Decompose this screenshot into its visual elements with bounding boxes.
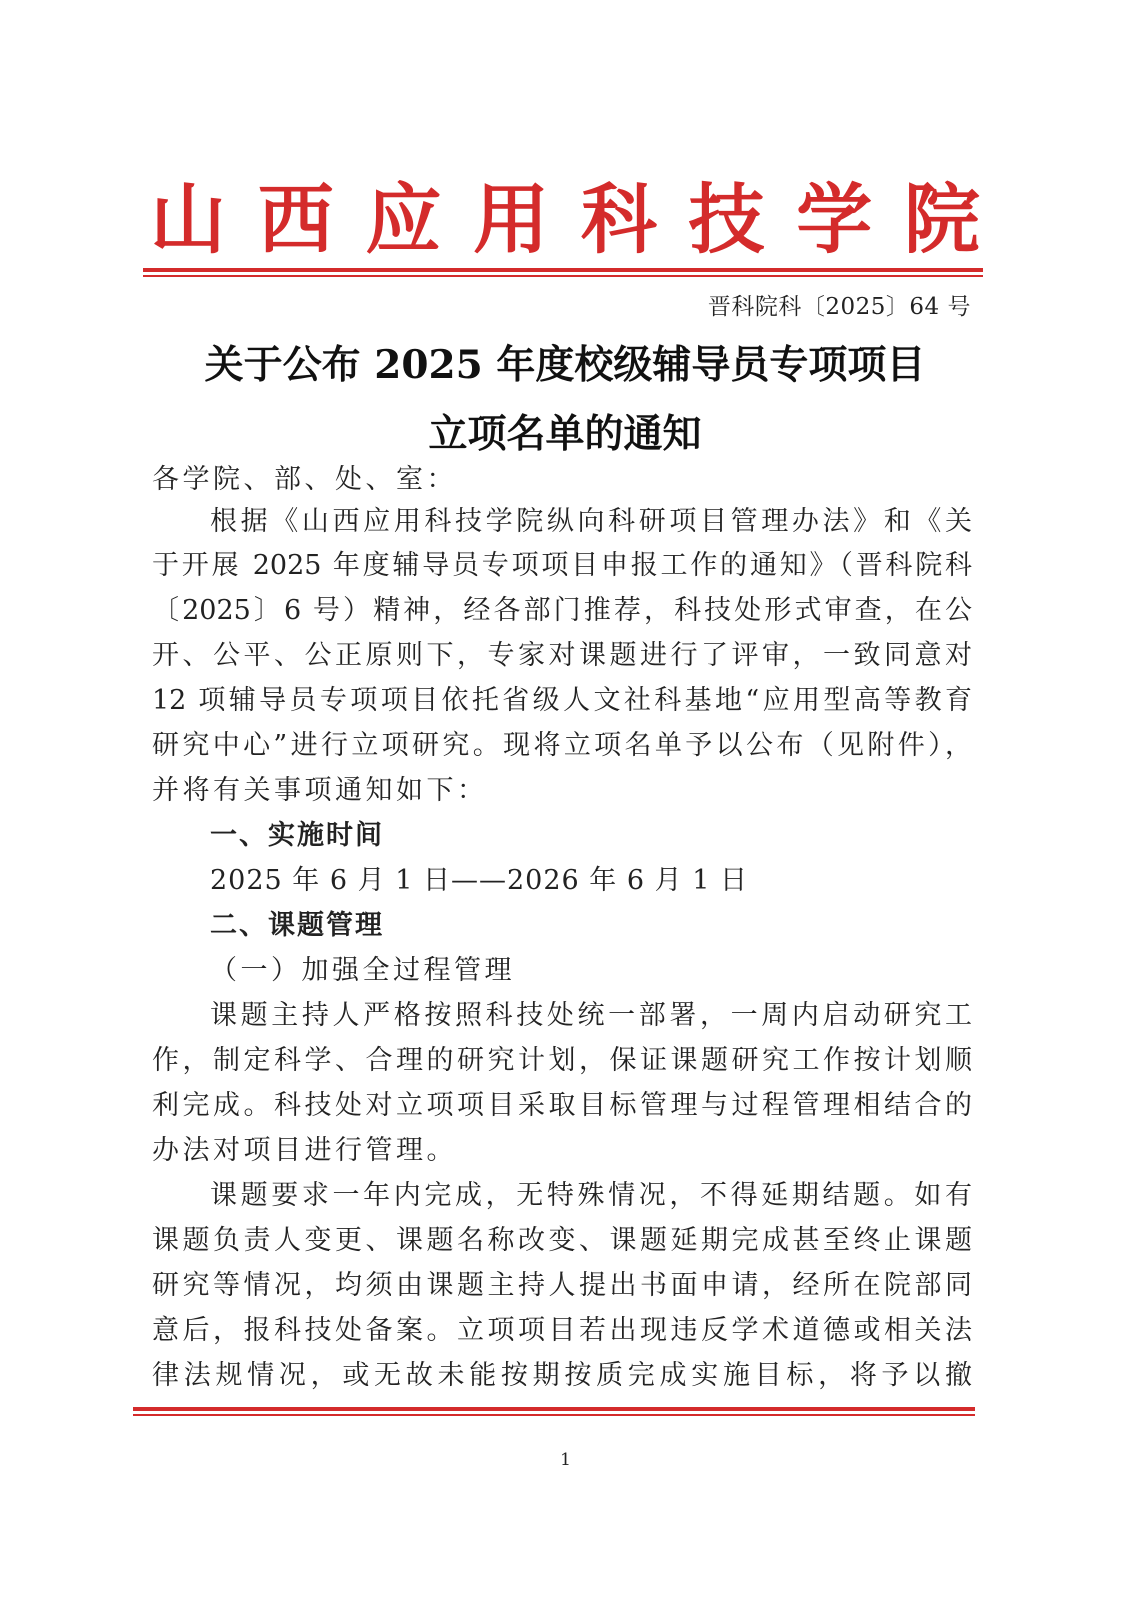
- paragraph-line: 并将有关事项通知如下：: [152, 775, 488, 806]
- paragraph-line: 研究中心”进行立项研究。现将立项名单予以公布（见附件），: [152, 730, 972, 761]
- paragraph-line: 意后，报科技处备案。立项项目若出现违反学术道德或相关法: [152, 1315, 972, 1346]
- implementation-period: 2025 年 6 月 1 日——2026 年 6 月 1 日: [210, 865, 748, 896]
- org-title-char: 院: [903, 175, 980, 264]
- paragraph-line: 开、公平、公正原则下，专家对课题进行了评审，一致同意对: [152, 640, 972, 671]
- paragraph-line: 课题负责人变更、课题名称改变、课题延期完成甚至终止课题: [152, 1225, 972, 1256]
- paragraph-line: 作，制定科学、合理的研究计划，保证课题研究工作按计划顺: [152, 1045, 972, 1076]
- page-number: 1: [560, 1450, 571, 1470]
- paragraph-line: 课题要求一年内完成，无特殊情况，不得延期结题。如有: [210, 1180, 972, 1211]
- org-title-char: 用: [473, 175, 550, 264]
- paragraph-line: 于开展 2025 年度辅导员专项项目申报工作的通知》（晋科院科: [152, 550, 972, 581]
- paragraph-line: 研究等情况，均须由课题主持人提出书面申请，经所在院部同: [152, 1270, 972, 1301]
- org-title-char: 西: [257, 175, 334, 264]
- section-heading-project-management: 二、课题管理: [210, 910, 384, 941]
- subsection-heading: （一）加强全过程管理: [210, 955, 515, 986]
- section-heading-implementation-time: 一、实施时间: [210, 820, 384, 851]
- paragraph-line: 〔2025〕6 号）精神，经各部门推荐，科技处形式审查，在公: [152, 595, 972, 626]
- header-divider: [143, 268, 983, 277]
- paragraph-line: 课题主持人严格按照科技处统一部署，一周内启动研究工: [210, 1000, 972, 1031]
- org-title-char: 应: [365, 175, 442, 264]
- salutation: 各学院、部、处、室：: [152, 464, 457, 495]
- org-title-char: 科: [580, 175, 657, 264]
- org-title-char: 学: [796, 175, 873, 264]
- paragraph-line: 律法规情况，或无故未能按期按质完成实施目标，将予以撤: [152, 1360, 972, 1391]
- org-title-char: 技: [688, 175, 765, 264]
- org-title-char: 山: [150, 175, 226, 264]
- paragraph-line: 12 项辅导员专项项目依托省级人文社科基地“应用型高等教育: [152, 685, 972, 716]
- document-title-line-2: 立项名单的通知: [428, 411, 702, 457]
- paragraph-line: 办法对项目进行管理。: [152, 1135, 457, 1166]
- document-title-line-1: 关于公布 2025 年度校级辅导员专项项目: [204, 342, 926, 388]
- issuing-organization-title: [150, 170, 980, 270]
- footer-divider: [133, 1407, 975, 1416]
- paragraph-line: 根据《山西应用科技学院纵向科研项目管理办法》和《关: [210, 506, 972, 537]
- document-number: 晋科院科〔2025〕64 号: [707, 294, 971, 320]
- paragraph-line: 利完成。科技处对立项项目采取目标管理与过程管理相结合的: [152, 1090, 972, 1121]
